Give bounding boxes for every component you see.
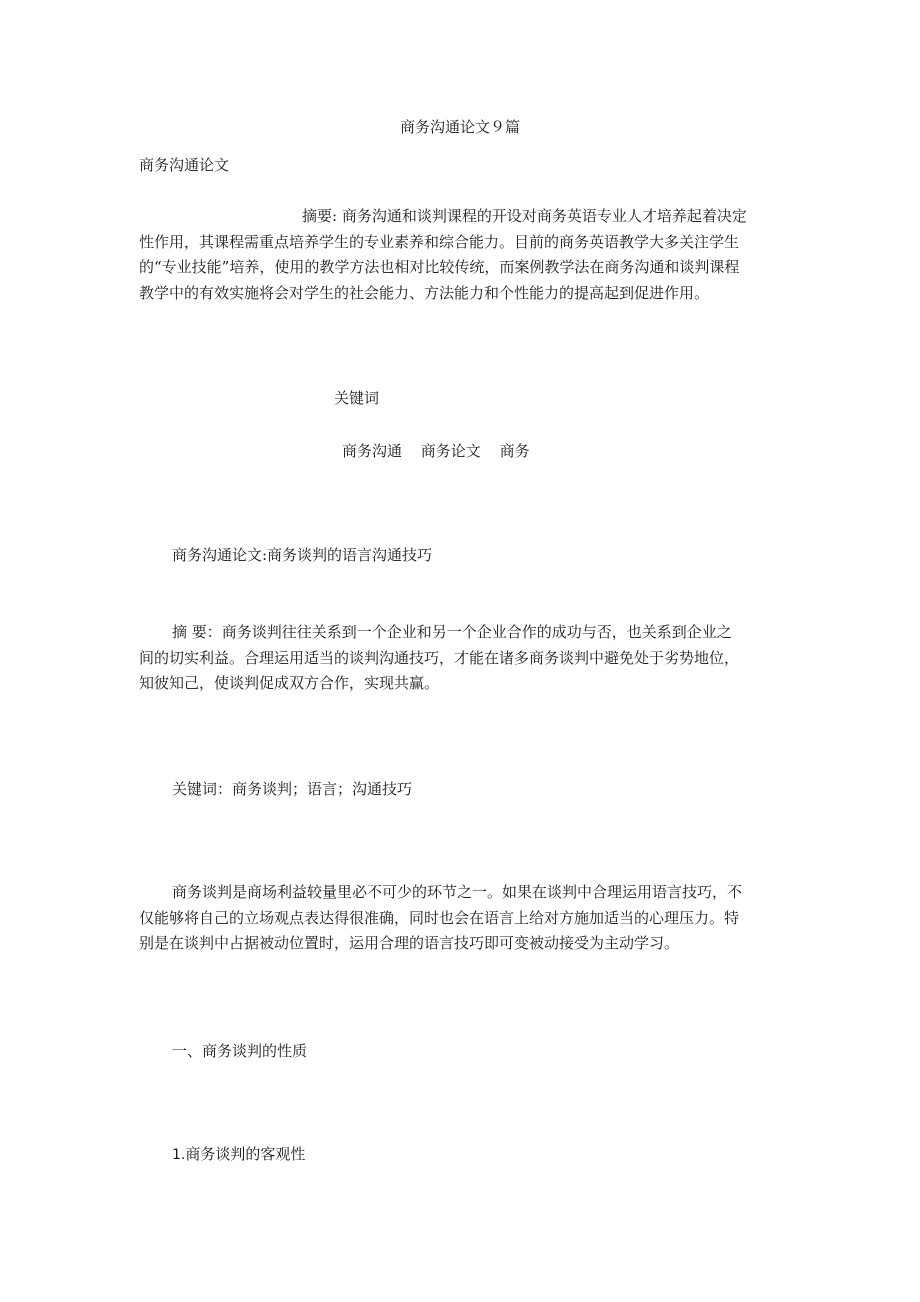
section-title: 商务沟通论文:商务谈判的语言沟通技巧 [172, 546, 433, 564]
abstract-paragraph-1 [139, 204, 783, 306]
keyword-item: 商务沟通 [342, 442, 403, 460]
abstract-line: 教学中的有效实施将会对学生的社会能力、方法能力和个性能力的提高起到促进作用。 [139, 283, 710, 302]
keyword-item: 商务 [499, 442, 530, 460]
heading-level-2 [172, 1143, 305, 1164]
heading-number: 1. [172, 1147, 186, 1163]
abstract-line: 的“专业技能”培养，使用的教学方法也相对比较传统，而案例教学法在商务沟通和谈判课程 [139, 258, 740, 276]
heading-text: 商务谈判的客观性 [185, 1145, 306, 1163]
body-line: 别是在谈判中占据被动位置时，运用合理的语言技巧即可变被动接受为主动学习。 [139, 934, 680, 952]
abstract-line: 摘 要：商务谈判往往关系到一个企业和另一个企业合作的成功与否，也关系到企业之 [172, 623, 732, 641]
abstract-line: 间的切实利益。合理运用适当的谈判沟通技巧，才能在诸多商务谈判中避免处于劣势地位， [139, 648, 740, 667]
keywords-line: 关键词：商务谈判；语言；沟通技巧 [172, 780, 413, 798]
heading-level-1: 一、商务谈判的性质 [172, 1042, 308, 1060]
document-title: 商务沟通论文９篇 [399, 118, 520, 136]
body-line: 仅能够将自己的立场观点表达得很准确，同时也会在语言上给对方施加适当的心理压力。特 [139, 908, 740, 927]
body-paragraph [139, 880, 783, 957]
keywords-heading: 关键词 [334, 389, 380, 407]
body-line: 商务谈判是商场利益较量里必不可少的环节之一。如果在谈判中合理运用语言技巧，不 [172, 883, 743, 901]
abstract-line: 摘要: 商务沟通和谈判课程的开设对商务英语专业人才培养起着决定 [302, 207, 747, 225]
abstract-line: 性作用，其课程需重点培养学生的专业素养和综合能力。目前的商务英语教学大多关注学生 [139, 232, 740, 251]
keyword-item: 商务论文 [420, 442, 481, 460]
abstract-line: 知彼知己，使谈判促成双方合作，实现共赢。 [139, 674, 440, 692]
keywords-list [342, 440, 544, 461]
document-subtitle: 商务沟通论文 [139, 156, 230, 174]
abstract-paragraph-2 [139, 620, 783, 697]
